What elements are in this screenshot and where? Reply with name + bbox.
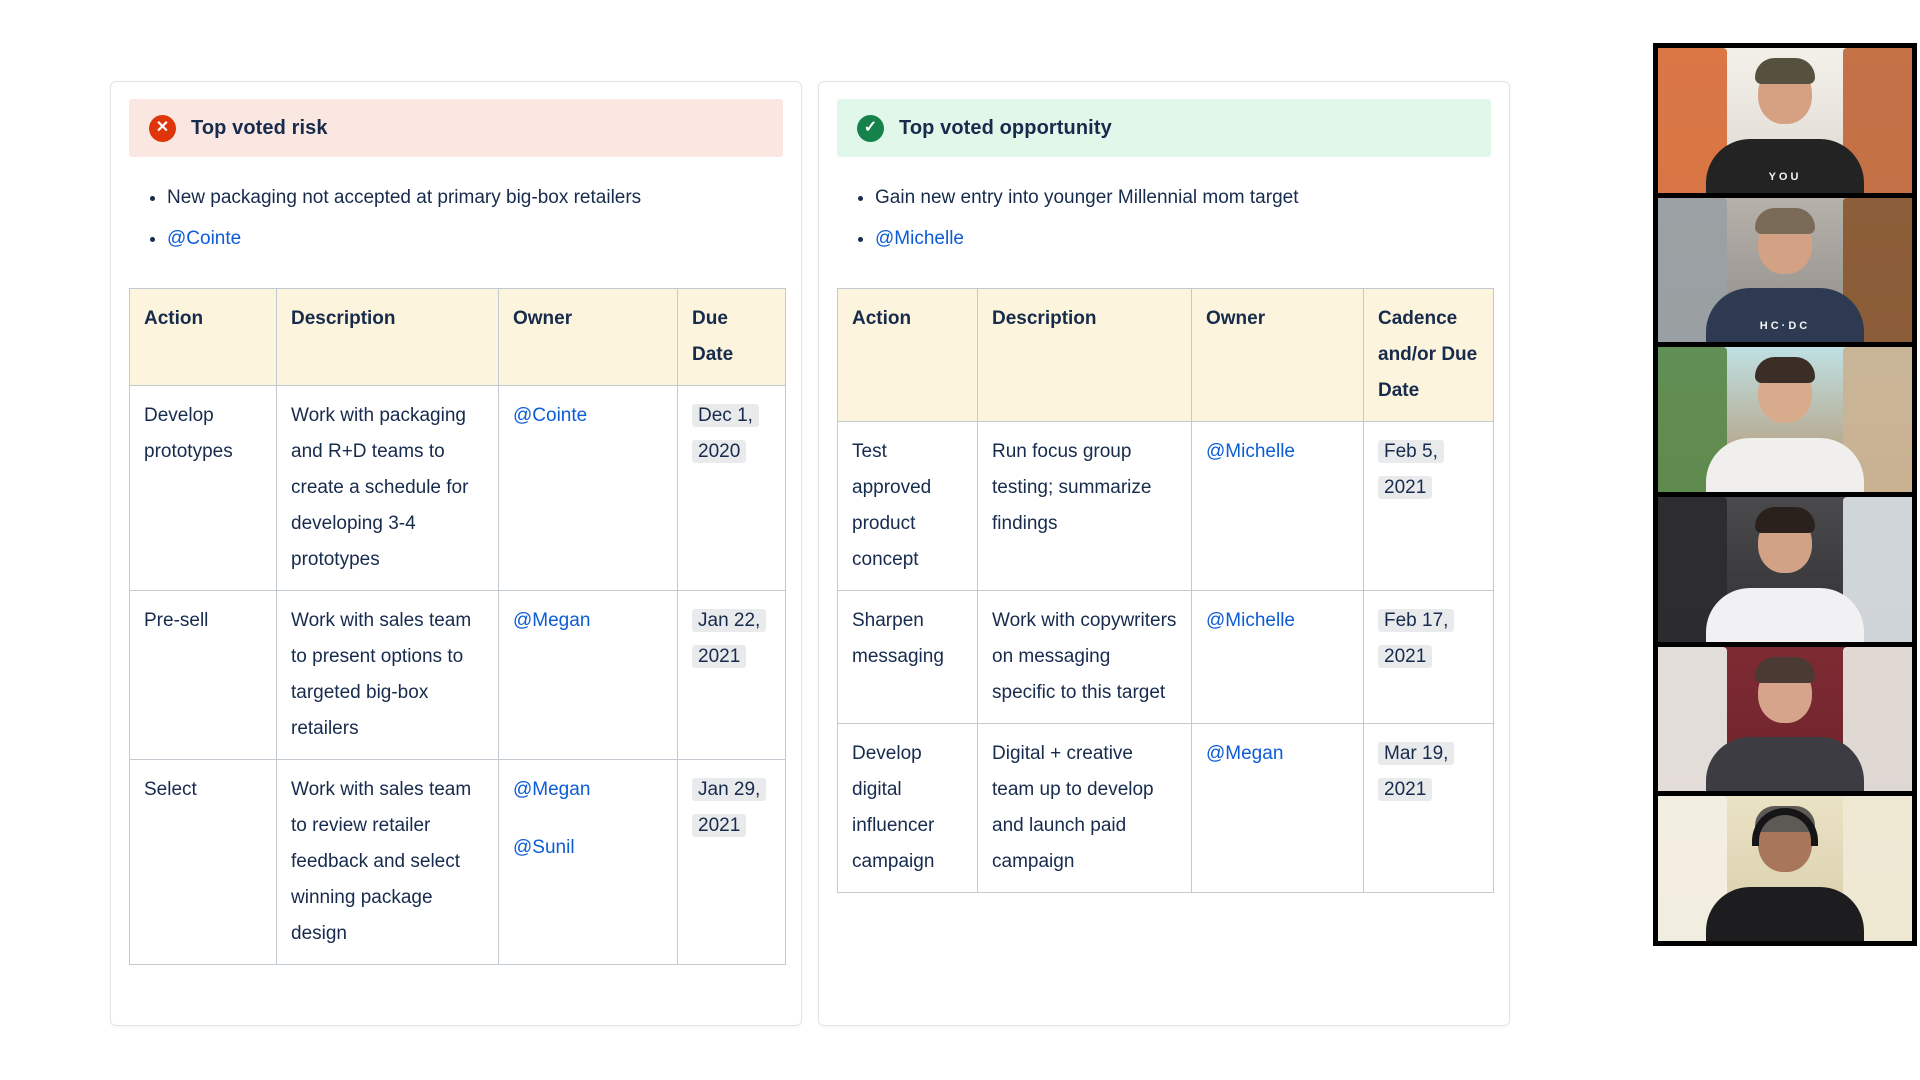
opportunity-banner-title: Top voted opportunity: [899, 116, 1112, 139]
table-row: [838, 724, 1494, 893]
participant-silhouette: [1658, 647, 1912, 792]
shirt-text: YOU: [1768, 170, 1802, 183]
table-header-row: [130, 289, 786, 386]
column-header-owner: Owner: [499, 289, 678, 386]
due-date-cell: [1364, 591, 1494, 724]
table-row: [838, 591, 1494, 724]
due-date-cell: [678, 386, 786, 591]
participant-video-6[interactable]: [1658, 796, 1912, 941]
opportunity-action-table: [837, 288, 1494, 893]
table-header-row: [838, 289, 1494, 422]
owner-cell: [1192, 724, 1364, 893]
risk-banner-title: Top voted risk: [191, 116, 328, 139]
owner-cell: [499, 386, 678, 591]
risk-bullet: • New packaging not accepted at primary big-box retailers: [167, 184, 783, 211]
participant-video-4[interactable]: [1658, 497, 1912, 642]
risk-panel: [110, 81, 802, 1026]
mention-link[interactable]: @Cointe: [513, 405, 588, 426]
column-header-cadence-due-date: Cadence and/or Due Date: [1364, 289, 1494, 422]
mention-link[interactable]: @Michelle: [1206, 441, 1295, 462]
mention-link[interactable]: @Cointe: [167, 228, 242, 249]
error-icon: ✕: [149, 115, 176, 142]
mention-link[interactable]: @Michelle: [1206, 610, 1295, 631]
action-cell: Sharpen messaging: [838, 591, 978, 724]
mention-link[interactable]: @Megan: [513, 610, 591, 631]
owner-cell: [1192, 422, 1364, 591]
owner-cell: [1192, 591, 1364, 724]
table-row: [130, 386, 786, 591]
column-header-action: Action: [130, 289, 277, 386]
opportunity-bullet: • Gain new entry into younger Millennial mom target: [875, 184, 1491, 211]
description-cell: Work with sales team to review retailer feedback and select winning package design: [277, 760, 499, 965]
action-cell: Pre-sell: [130, 591, 277, 760]
opportunity-banner: [837, 99, 1491, 157]
due-date-cell: [1364, 724, 1494, 893]
column-header-description: Description: [277, 289, 499, 386]
action-cell: Select: [130, 760, 277, 965]
column-header-owner: Owner: [1192, 289, 1364, 422]
participant-video-2[interactable]: [1658, 198, 1912, 343]
due-date-chip: Feb 5, 2021: [1378, 440, 1444, 499]
mention-link[interactable]: @Sunil: [513, 837, 575, 858]
table-row: [130, 591, 786, 760]
due-date-chip: Feb 17, 2021: [1378, 609, 1454, 668]
description-cell: Work with packaging and R+D teams to create a schedule for developing 3-4 prototypes: [277, 386, 499, 591]
owner-cell: [499, 760, 678, 965]
column-header-due-date: Due Date: [678, 289, 786, 386]
due-date-cell: [1364, 422, 1494, 591]
participant-video-5[interactable]: [1658, 647, 1912, 792]
due-date-chip: Jan 29, 2021: [692, 778, 766, 837]
participant-silhouette: [1658, 796, 1912, 941]
mention-link[interactable]: @Megan: [1206, 743, 1284, 764]
owner-cell: [499, 591, 678, 760]
action-cell: Test approved product concept: [838, 422, 978, 591]
participant-silhouette: [1658, 497, 1912, 642]
due-date-chip: Jan 22, 2021: [692, 609, 766, 668]
participant-silhouette: [1658, 347, 1912, 492]
risk-bullet-list: [141, 184, 783, 252]
participant-silhouette: [1658, 48, 1912, 193]
description-cell: Work with sales team to present options to targeted big-box retailers: [277, 591, 499, 760]
due-date-cell: [678, 591, 786, 760]
shirt-text: HC·DC: [1759, 320, 1811, 333]
mention-link[interactable]: @Michelle: [875, 228, 964, 249]
due-date-cell: [678, 760, 786, 965]
opportunity-panel: [818, 81, 1510, 1026]
action-cell: Develop prototypes: [130, 386, 277, 591]
risk-banner: [129, 99, 783, 157]
check-icon: ✓: [857, 115, 884, 142]
column-header-description: Description: [978, 289, 1192, 422]
due-date-chip: Dec 1, 2020: [692, 404, 759, 463]
due-date-chip: Mar 19, 2021: [1378, 742, 1454, 801]
video-call-filmstrip: [1653, 43, 1917, 946]
table-row: [130, 760, 786, 965]
participant-video-1[interactable]: [1658, 48, 1912, 193]
participant-silhouette: [1658, 198, 1912, 343]
participant-video-3[interactable]: [1658, 347, 1912, 492]
description-cell: Run focus group testing; summarize findings: [978, 422, 1192, 591]
table-row: [838, 422, 1494, 591]
risk-action-table: [129, 288, 786, 965]
mention-link[interactable]: @Megan: [513, 779, 591, 800]
column-header-action: Action: [838, 289, 978, 422]
action-cell: Develop digital influencer campaign: [838, 724, 978, 893]
description-cell: Work with copywriters on messaging specific to this target: [978, 591, 1192, 724]
description-cell: Digital + creative team up to develop and launch paid campaign: [978, 724, 1192, 893]
opportunity-bullet-list: [849, 184, 1491, 252]
